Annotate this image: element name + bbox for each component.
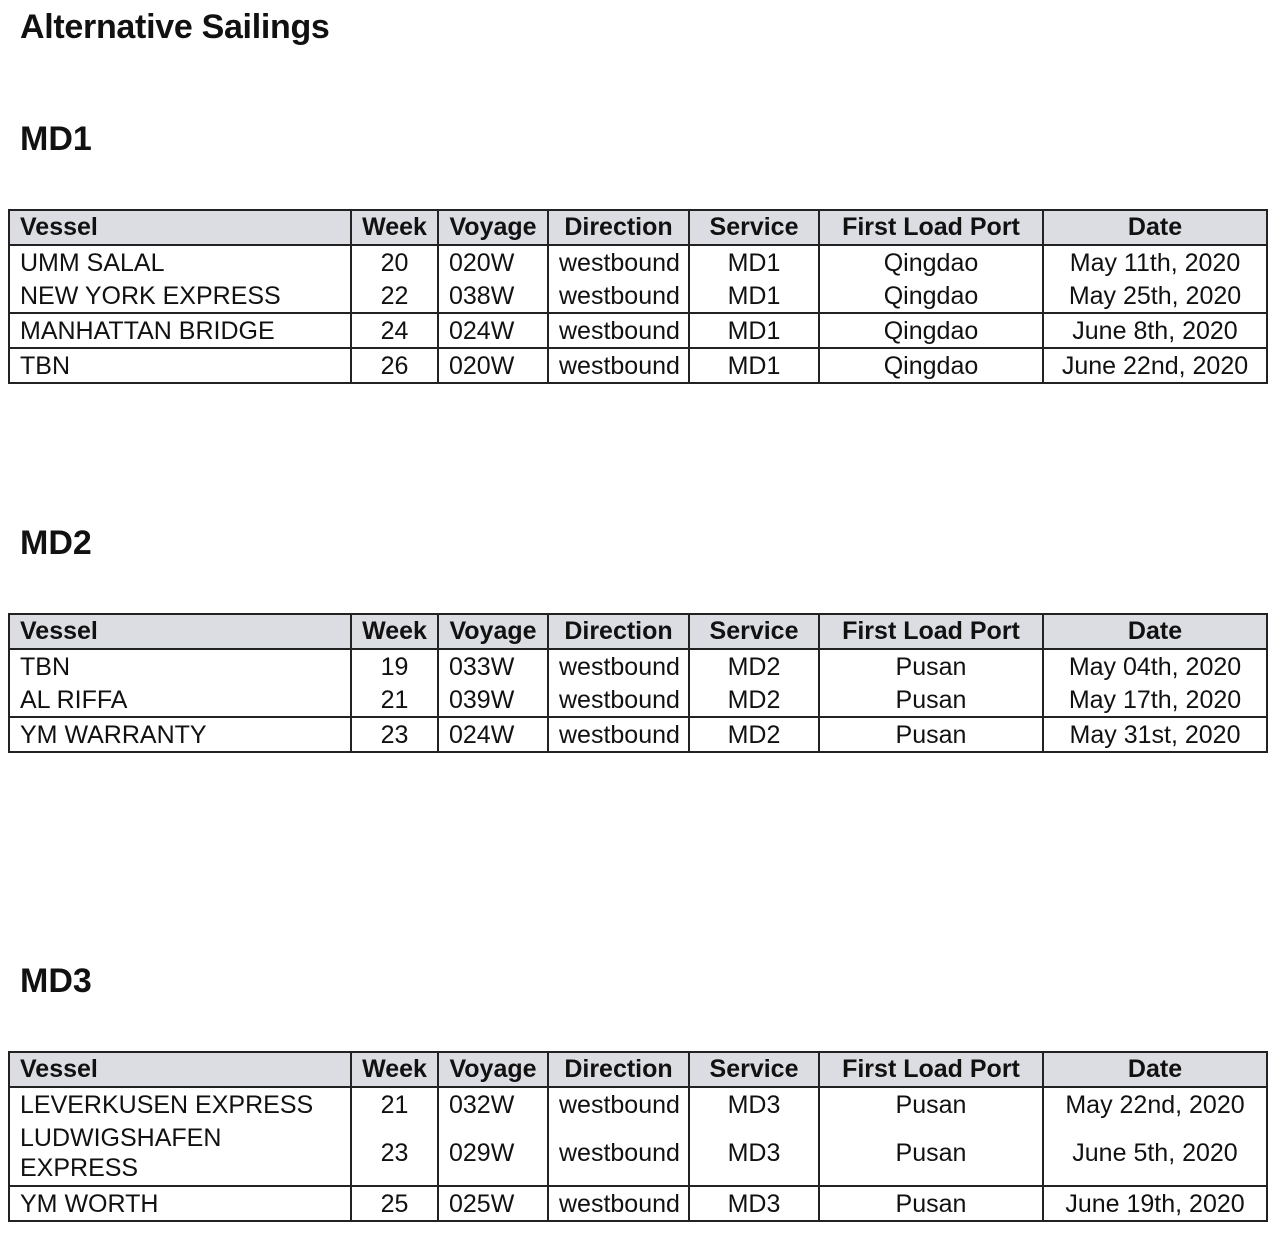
cell-service: MD1 xyxy=(689,279,819,313)
cell-voyage: 033W xyxy=(438,649,548,683)
cell-service: MD1 xyxy=(689,245,819,279)
cell-week: 23 xyxy=(351,717,438,752)
cell-port: Qingdao xyxy=(819,348,1043,383)
page-title: Alternative Sailings xyxy=(20,8,330,46)
sailings-table-md1 xyxy=(8,209,1268,384)
table-row xyxy=(9,279,1267,313)
table-header-row xyxy=(9,1052,1267,1087)
cell-port: Qingdao xyxy=(819,279,1043,313)
header-first-load-port: First Load Port xyxy=(819,210,1043,245)
cell-port: Qingdao xyxy=(819,245,1043,279)
cell-service: MD3 xyxy=(689,1186,819,1221)
cell-date: June 19th, 2020 xyxy=(1043,1186,1267,1221)
cell-direction: westbound xyxy=(548,649,689,683)
cell-vessel: UMM SALAL xyxy=(9,245,351,279)
cell-week: 20 xyxy=(351,245,438,279)
header-voyage: Voyage xyxy=(438,1052,548,1087)
cell-port: Pusan xyxy=(819,717,1043,752)
cell-voyage: 025W xyxy=(438,1186,548,1221)
table-row xyxy=(9,348,1267,383)
table-row xyxy=(9,1087,1267,1121)
table-header-row xyxy=(9,210,1267,245)
header-service: Service xyxy=(689,614,819,649)
cell-vessel: YM WORTH xyxy=(9,1186,351,1221)
cell-service: MD2 xyxy=(689,649,819,683)
cell-vessel: NEW YORK EXPRESS xyxy=(9,279,351,313)
cell-date: May 11th, 2020 xyxy=(1043,245,1267,279)
table-row xyxy=(9,1121,1267,1186)
cell-service: MD1 xyxy=(689,348,819,383)
cell-week: 25 xyxy=(351,1186,438,1221)
cell-date: May 25th, 2020 xyxy=(1043,279,1267,313)
cell-date: June 8th, 2020 xyxy=(1043,313,1267,348)
section-title-md3: MD3 xyxy=(20,962,92,1000)
sailings-table-md3 xyxy=(8,1051,1268,1222)
header-date: Date xyxy=(1043,614,1267,649)
cell-direction: westbound xyxy=(548,1121,689,1186)
cell-vessel: TBN xyxy=(9,348,351,383)
cell-direction: westbound xyxy=(548,313,689,348)
cell-voyage: 038W xyxy=(438,279,548,313)
header-date: Date xyxy=(1043,210,1267,245)
cell-service: MD2 xyxy=(689,683,819,717)
cell-port: Pusan xyxy=(819,683,1043,717)
header-service: Service xyxy=(689,1052,819,1087)
cell-service: MD1 xyxy=(689,313,819,348)
cell-vessel: LEVERKUSEN EXPRESS xyxy=(9,1087,351,1121)
header-week: Week xyxy=(351,1052,438,1087)
cell-direction: westbound xyxy=(548,683,689,717)
cell-week: 23 xyxy=(351,1121,438,1186)
header-direction: Direction xyxy=(548,210,689,245)
cell-direction: westbound xyxy=(548,245,689,279)
cell-service: MD3 xyxy=(689,1121,819,1186)
cell-port: Qingdao xyxy=(819,313,1043,348)
section-title-md1: MD1 xyxy=(20,120,92,158)
cell-week: 26 xyxy=(351,348,438,383)
cell-service: MD3 xyxy=(689,1087,819,1121)
cell-vessel: LUDWIGSHAFEN EXPRESS xyxy=(9,1121,351,1186)
cell-direction: westbound xyxy=(548,348,689,383)
header-vessel: Vessel xyxy=(9,614,351,649)
cell-voyage: 020W xyxy=(438,348,548,383)
cell-vessel: AL RIFFA xyxy=(9,683,351,717)
section-title-md2: MD2 xyxy=(20,524,92,562)
header-service: Service xyxy=(689,210,819,245)
cell-date: May 04th, 2020 xyxy=(1043,649,1267,683)
cell-vessel: YM WARRANTY xyxy=(9,717,351,752)
header-first-load-port: First Load Port xyxy=(819,1052,1043,1087)
cell-voyage: 032W xyxy=(438,1087,548,1121)
cell-port: Pusan xyxy=(819,1186,1043,1221)
cell-voyage: 024W xyxy=(438,717,548,752)
cell-voyage: 039W xyxy=(438,683,548,717)
cell-week: 21 xyxy=(351,683,438,717)
cell-direction: westbound xyxy=(548,1186,689,1221)
header-direction: Direction xyxy=(548,1052,689,1087)
table-row xyxy=(9,717,1267,752)
header-week: Week xyxy=(351,614,438,649)
cell-port: Pusan xyxy=(819,649,1043,683)
cell-port: Pusan xyxy=(819,1087,1043,1121)
header-voyage: Voyage xyxy=(438,210,548,245)
table-row xyxy=(9,313,1267,348)
cell-voyage: 029W xyxy=(438,1121,548,1186)
header-voyage: Voyage xyxy=(438,614,548,649)
cell-week: 24 xyxy=(351,313,438,348)
cell-voyage: 020W xyxy=(438,245,548,279)
table-header-row xyxy=(9,614,1267,649)
header-date: Date xyxy=(1043,1052,1267,1087)
cell-date: May 31st, 2020 xyxy=(1043,717,1267,752)
cell-port: Pusan xyxy=(819,1121,1043,1186)
cell-date: May 17th, 2020 xyxy=(1043,683,1267,717)
cell-direction: westbound xyxy=(548,717,689,752)
header-week: Week xyxy=(351,210,438,245)
header-first-load-port: First Load Port xyxy=(819,614,1043,649)
table-row xyxy=(9,1186,1267,1221)
header-direction: Direction xyxy=(548,614,689,649)
cell-date: May 22nd, 2020 xyxy=(1043,1087,1267,1121)
table-row xyxy=(9,245,1267,279)
cell-week: 22 xyxy=(351,279,438,313)
table-row xyxy=(9,649,1267,683)
cell-direction: westbound xyxy=(548,1087,689,1121)
cell-direction: westbound xyxy=(548,279,689,313)
table-row xyxy=(9,683,1267,717)
cell-week: 19 xyxy=(351,649,438,683)
cell-week: 21 xyxy=(351,1087,438,1121)
header-vessel: Vessel xyxy=(9,1052,351,1087)
cell-service: MD2 xyxy=(689,717,819,752)
header-vessel: Vessel xyxy=(9,210,351,245)
cell-vessel: MANHATTAN BRIDGE xyxy=(9,313,351,348)
cell-date: June 5th, 2020 xyxy=(1043,1121,1267,1186)
cell-vessel: TBN xyxy=(9,649,351,683)
cell-date: June 22nd, 2020 xyxy=(1043,348,1267,383)
sailings-table-md2 xyxy=(8,613,1268,753)
cell-voyage: 024W xyxy=(438,313,548,348)
